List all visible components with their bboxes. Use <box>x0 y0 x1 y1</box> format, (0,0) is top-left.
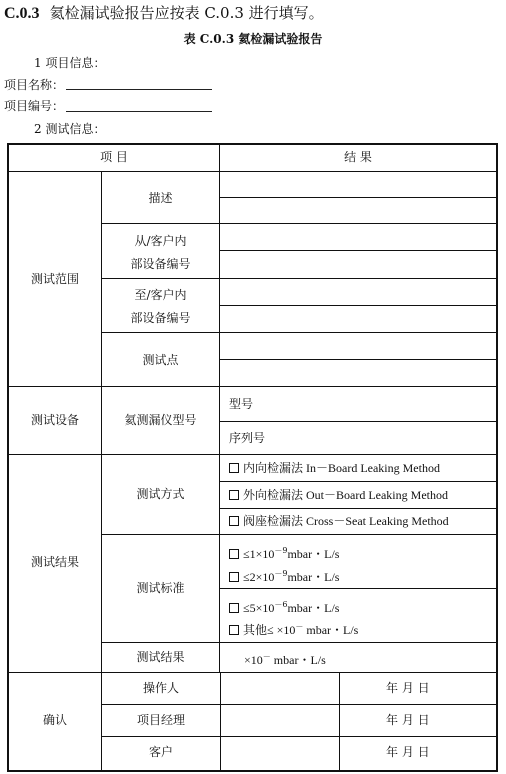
project-number-field[interactable] <box>66 111 212 112</box>
standard-4-unit: mbar・L/s <box>303 623 359 637</box>
checkbox-icon[interactable] <box>229 625 239 635</box>
equipment-label: 测试设备 <box>30 413 79 427</box>
scope-from-label-2: 部设备编号 <box>130 257 191 271</box>
standard-2-unit: mbar・L/s <box>287 570 340 584</box>
checkbox-icon[interactable] <box>229 603 239 613</box>
confirm-operator-label: 操作人 <box>142 681 179 695</box>
result-exp: － <box>262 652 271 661</box>
header-item: 项 目 <box>100 150 128 164</box>
row-rule <box>219 359 497 360</box>
scope-to-label-2: 部设备编号 <box>130 311 191 325</box>
method-outboard-option[interactable] <box>229 487 448 503</box>
confirm-client-date: 年 月 日 <box>386 745 430 759</box>
standard-4-base: 其他≤ ×10 <box>243 623 296 637</box>
project-name-field[interactable] <box>66 89 212 90</box>
row-rule <box>219 250 497 251</box>
test-result-value[interactable] <box>244 649 326 668</box>
confirm-label: 确认 <box>42 713 67 727</box>
equipment-sub-label: 氦测漏仪型号 <box>124 413 197 427</box>
checkbox-icon[interactable] <box>229 549 239 559</box>
checkbox-icon[interactable] <box>229 572 239 582</box>
table-border-left <box>7 143 9 772</box>
row-rule <box>101 278 497 279</box>
standard-3-exp: －6 <box>274 600 288 609</box>
method-outboard-text: 外向检漏法 Out－Board Leaking Method <box>243 488 448 502</box>
results-label: 测试结果 <box>30 555 79 569</box>
row-rule <box>101 736 497 737</box>
row-rule <box>101 223 497 224</box>
method-inboard-option[interactable] <box>229 460 440 476</box>
heading-text: 氦检漏试验报告应按表 C.0.3 进行填写。 <box>49 4 324 22</box>
row-rule <box>219 421 497 422</box>
scope-from-label-1: 从/客户内 <box>134 234 187 248</box>
section-rule <box>7 672 498 673</box>
test-standard-label: 测试标准 <box>136 581 185 595</box>
row-rule <box>219 197 497 198</box>
section-2-label: 2 测试信息： <box>34 122 106 136</box>
standard-option-4[interactable] <box>229 619 358 638</box>
confirm-manager-date: 年 月 日 <box>386 713 430 727</box>
equipment-serial-label: 序列号 <box>229 431 266 445</box>
standard-2-exp: －9 <box>274 569 288 578</box>
standard-option-3[interactable] <box>229 597 339 616</box>
table-border-right <box>496 143 498 772</box>
section-1-label: 1 项目信息： <box>34 56 106 70</box>
project-name-label: 项目名称： <box>4 78 65 92</box>
row-rule <box>101 332 497 333</box>
standard-3-unit: mbar・L/s <box>287 601 340 615</box>
result-base: ×10 <box>244 653 263 667</box>
confirm-operator-date: 年 月 日 <box>386 681 430 695</box>
header-result: 结 果 <box>344 150 372 164</box>
row-rule <box>219 508 497 509</box>
scope-label: 测试范围 <box>30 272 79 286</box>
result-unit: mbar・L/s <box>270 653 326 667</box>
standard-option-1[interactable] <box>229 543 339 562</box>
method-inboard-text: 内向检漏法 In－Board Leaking Method <box>243 461 440 475</box>
row-rule <box>219 588 497 589</box>
scope-to-label-1: 至/客户内 <box>134 288 187 302</box>
confirm-client-label: 客户 <box>148 745 173 759</box>
row-rule <box>101 534 497 535</box>
method-crossseat-text: 阀座检漏法 Cross－Seat Leaking Method <box>243 514 449 528</box>
row-rule <box>219 481 497 482</box>
row-rule <box>219 305 497 306</box>
col-divider-confirm-1 <box>220 673 221 770</box>
row-rule <box>101 642 497 643</box>
method-crossseat-option[interactable] <box>229 513 449 529</box>
table-border-bottom <box>7 770 498 772</box>
standard-1-base: ≤1×10 <box>243 547 275 561</box>
test-result-label: 测试结果 <box>136 650 185 664</box>
standard-1-exp: －9 <box>274 546 288 555</box>
standard-option-2[interactable] <box>229 566 339 585</box>
standard-2-base: ≤2×10 <box>243 570 275 584</box>
checkbox-icon[interactable] <box>229 490 239 500</box>
table-title: 表 C.0.3 氦检漏试验报告 <box>183 32 323 46</box>
checkbox-icon[interactable] <box>229 463 239 473</box>
test-method-label: 测试方式 <box>136 487 185 501</box>
scope-description-label: 描述 <box>148 191 173 205</box>
col-divider-confirm-2 <box>339 673 340 770</box>
scope-test-point-label: 测试点 <box>142 353 179 367</box>
header-rule <box>7 171 498 172</box>
section-rule <box>7 386 498 387</box>
equipment-model-label: 型号 <box>229 397 254 411</box>
section-rule <box>7 454 498 455</box>
confirm-manager-label: 项目经理 <box>136 713 185 727</box>
standard-3-base: ≤5×10 <box>243 601 275 615</box>
row-rule <box>101 704 497 705</box>
project-number-label: 项目编号： <box>4 99 65 113</box>
table-border-top <box>7 143 498 145</box>
standard-1-unit: mbar・L/s <box>287 547 340 561</box>
section-heading <box>4 2 324 23</box>
standard-4-exp: － <box>295 622 304 631</box>
heading-number: C.0.3 <box>4 5 40 22</box>
checkbox-icon[interactable] <box>229 516 239 526</box>
